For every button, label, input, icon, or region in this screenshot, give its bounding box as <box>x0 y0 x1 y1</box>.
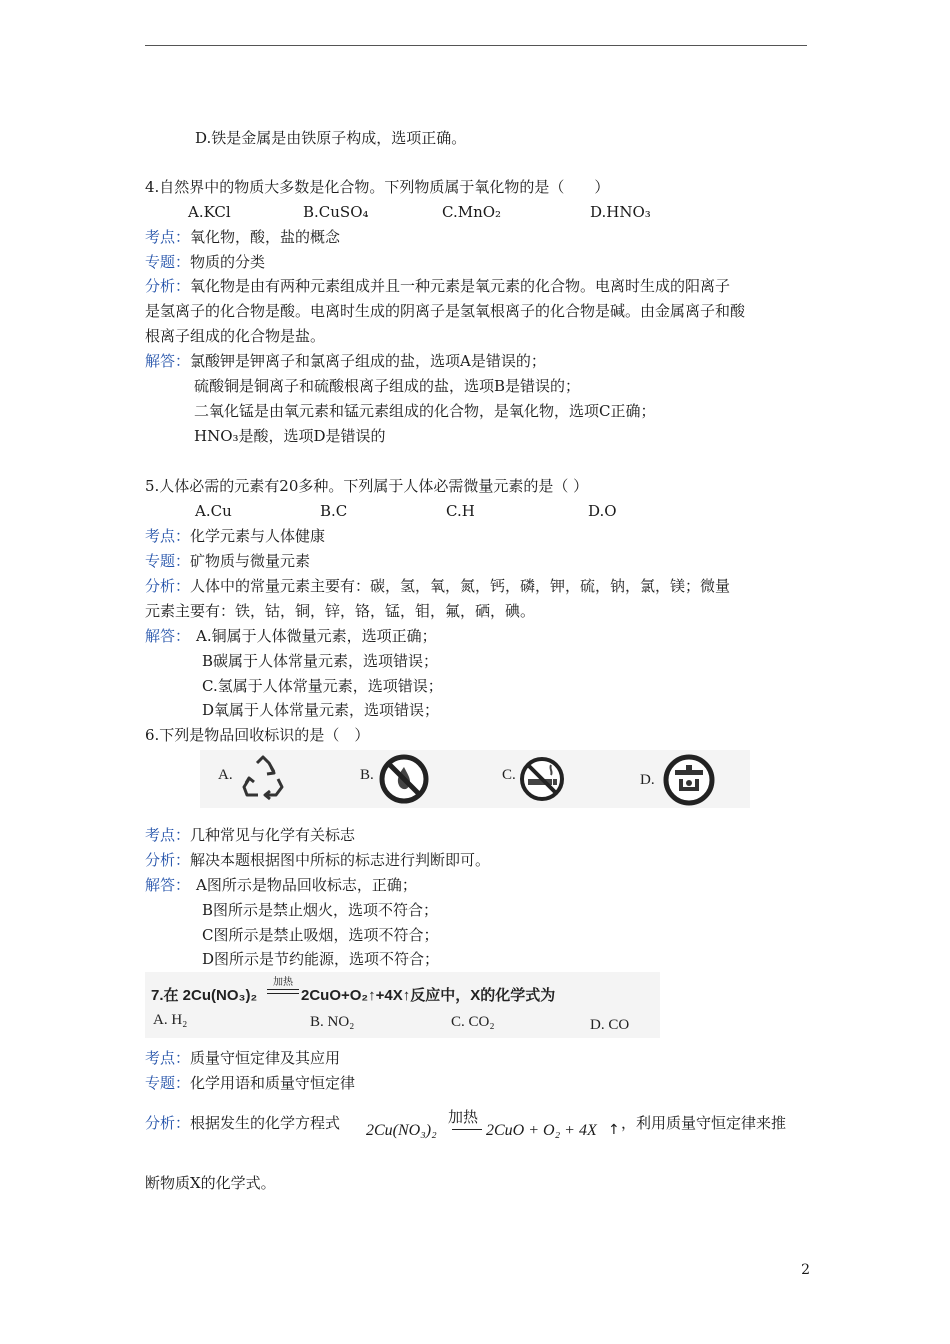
zhuanti-label: 专题： <box>145 1074 191 1092</box>
prev-answer-tail: D.铁是金属是由铁原子构成，选项正确。 <box>195 129 467 147</box>
fenxi-label: 分析： <box>145 277 191 295</box>
q4-jieda-1 <box>145 351 546 373</box>
q4-fenxi-text-1: 氧化物是由有两种元素组成并且一种元素是氧元素的化合物。电离时生成的阳离子 <box>190 277 731 295</box>
q5-option-d: D.O <box>588 502 617 520</box>
q6-option-b: B. <box>360 767 374 783</box>
up-arrow-icon: ↑ <box>608 1122 620 1138</box>
equation-condition: 加热 <box>448 1108 479 1126</box>
q5-jieda-3: C.氢属于人体常量元素，选项错误； <box>202 677 443 695</box>
q4-jieda-2: 硫酸铜是铜离子和硫酸根离子组成的盐，选项B是错误的； <box>194 377 581 395</box>
q4-kaodian-text: 氧化物，酸，盐的概念 <box>190 228 341 246</box>
water-saving-icon <box>662 753 716 807</box>
q4-kaodian <box>145 227 340 249</box>
q6-kaodian <box>145 825 355 847</box>
fenxi-label: 分析： <box>145 851 191 869</box>
jieda-label: 解答： <box>145 627 191 645</box>
q7-option-c: C. CO₂ <box>451 1014 495 1030</box>
q4-jieda-text-1: 氯酸钾是钾离子和氯离子组成的盐，选项A是错误的； <box>190 352 546 370</box>
equation-left: 2Cu(NO₃)₂ <box>366 1122 437 1139</box>
header-rule <box>145 45 807 46</box>
q5-option-a: A.Cu <box>195 502 232 520</box>
q5-zhuanti <box>145 551 310 573</box>
q5-option-b: B.C <box>320 502 348 520</box>
q6-jieda-3: C图所示是禁止吸烟，选项不符合； <box>202 926 439 944</box>
q6-fenxi <box>145 850 490 872</box>
jieda-label: 解答： <box>145 876 191 894</box>
q5-fenxi-text-1: 人体中的常量元素主要有：碳，氢，氧，氮，钙，磷，钾，硫，钠，氯，镁；微量 <box>190 577 731 595</box>
q7-fenxi-after: ，利用质量守恒定律来推 <box>621 1114 787 1132</box>
q7-kaodian <box>145 1048 340 1070</box>
q5-fenxi-2: 元素主要有：铁，钴，铜，锌，铬，锰，钼，氟，硒，碘。 <box>145 602 536 620</box>
q4-jieda-3: 二氧化锰是由氧元素和锰元素组成的化合物，是氧化物，选项C正确； <box>194 402 656 420</box>
recycle-icon <box>238 753 288 803</box>
q7-zhuanti <box>145 1073 355 1095</box>
q6-jieda-text-1: A图所示是物品回收标志，正确； <box>196 876 417 894</box>
q6-jieda-2: B图所示是禁止烟火，选项不符合； <box>202 901 439 919</box>
q6-option-a: A. <box>218 767 233 783</box>
q4-option-c: C.MnO₂ <box>442 203 502 221</box>
q7-kaodian-text: 质量守恒定律及其应用 <box>190 1049 341 1067</box>
q6-fenxi-text: 解决本题根据图中所标的标志进行判断即可。 <box>190 851 491 869</box>
q5-kaodian-text: 化学元素与人体健康 <box>190 527 326 545</box>
q7-option-d: D. CO <box>590 1017 630 1033</box>
fenxi-label: 分析： <box>145 1114 191 1132</box>
q7-question-equals <box>267 989 299 990</box>
q4-fenxi-3: 根离子组成的化合物是盐。 <box>145 327 326 345</box>
q6-jieda-1 <box>145 875 417 897</box>
no-fire-icon <box>378 753 430 805</box>
kaodian-label: 考点： <box>145 228 191 246</box>
q5-jieda-2: B碳属于人体常量元素，选项错误； <box>202 652 439 670</box>
q5-jieda-1 <box>145 626 437 648</box>
equation-equals <box>452 1129 482 1130</box>
q7-scanned-question <box>145 972 660 1038</box>
q7-question-equals-2 <box>267 993 299 994</box>
q5-kaodian <box>145 526 325 548</box>
q6-option-d: D. <box>640 772 655 788</box>
q7-question-before: 7.在 2Cu(NO₃)₂ <box>151 987 258 1004</box>
q4-option-a: A.KCl <box>188 203 231 221</box>
q4-option-d: D.HNO₃ <box>590 203 651 221</box>
q5-fenxi-1 <box>145 576 730 598</box>
q5-zhuanti-text: 矿物质与微量元素 <box>190 552 311 570</box>
page-number: 2 <box>801 1262 810 1278</box>
q6-scanned-options <box>200 750 750 808</box>
equation-right: 2CuO + O₂ + 4X <box>486 1122 597 1139</box>
q5-question: 5.人体必需的元素有20多种。下列属于人体必需微量元素的是（ ） <box>145 477 589 495</box>
q7-fenxi-line2: 断物质X的化学式。 <box>145 1174 276 1192</box>
q4-fenxi-2: 是氢离子的化合物是酸。电离时生成的阴离子是氢氧根离子的化合物是碱。由金属离子和酸 <box>145 302 746 320</box>
q4-zhuanti-text: 物质的分类 <box>190 253 266 271</box>
q7-fenxi-label-line <box>145 1113 340 1135</box>
fenxi-label: 分析： <box>145 577 191 595</box>
q7-question-after: 2CuO+O₂↑+4X↑反应中，X的化学式为 <box>301 987 556 1004</box>
q7-zhuanti-text: 化学用语和质量守恒定律 <box>190 1074 356 1092</box>
q6-question: 6.下列是物品回收标识的是（ ） <box>145 726 370 744</box>
q7-question-condition: 加热 <box>273 977 293 988</box>
q6-jieda-4: D图所示是节约能源，选项不符合； <box>202 950 440 968</box>
jieda-label: 解答： <box>145 352 191 370</box>
q7-option-a: A. H₂ <box>153 1012 188 1028</box>
q7-fenxi-before: 根据发生的化学方程式 <box>190 1114 341 1132</box>
q4-zhuanti <box>145 252 265 274</box>
q6-kaodian-text: 几种常见与化学有关标志 <box>190 826 356 844</box>
q4-jieda-4: HNO₃是酸，选项D是错误的 <box>194 427 386 445</box>
q4-option-b: B.CuSO₄ <box>303 203 369 221</box>
q4-question: 4.自然界中的物质大多数是化合物。下列物质属于氧化物的是（ ） <box>145 178 610 196</box>
q6-option-c: C. <box>502 767 516 783</box>
no-smoking-icon <box>518 755 566 803</box>
kaodian-label: 考点： <box>145 826 191 844</box>
q5-jieda-4: D氧属于人体常量元素，选项错误； <box>202 701 440 719</box>
zhuanti-label: 专题： <box>145 253 191 271</box>
q4-fenxi-1 <box>145 276 730 298</box>
zhuanti-label: 专题： <box>145 552 191 570</box>
q5-option-c: C.H <box>446 502 475 520</box>
q7-option-b: B. NO₂ <box>310 1014 355 1030</box>
q5-jieda-text-1: A.铜属于人体微量元素，选项正确； <box>196 627 437 645</box>
kaodian-label: 考点： <box>145 527 191 545</box>
kaodian-label: 考点： <box>145 1049 191 1067</box>
